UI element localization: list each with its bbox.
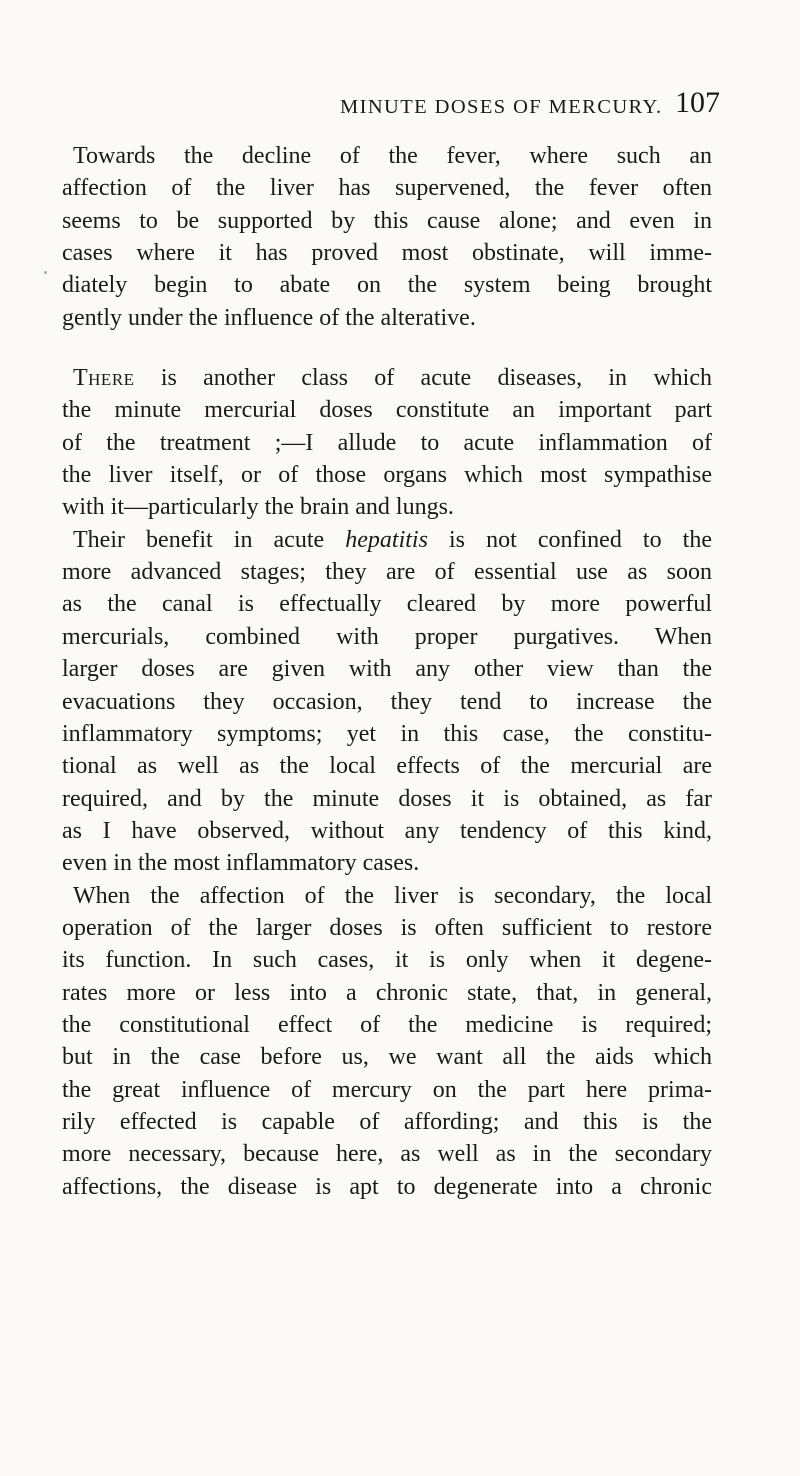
paper-speck [44,271,47,274]
text-line: the minute mercurial doses constitute an important part [62,397,712,424]
text-line: even in the most inflammatory cases. [62,850,420,877]
small-caps-word: There [73,365,135,392]
running-head: MINUTE DOSES OF MERCURY. [340,96,663,118]
page-number: 107 [675,86,720,119]
text-line: operation of the larger doses is often sufficient to restore [62,914,712,941]
text-line: its function. In such cases, it is only when it degene- [62,947,712,974]
text-line: inflammatory symptoms; yet in this case, the constitu- [62,720,712,747]
paragraph [62,140,712,334]
text-line: mercurials, combined with proper purgatives. When [62,623,712,650]
text-line: with it—particularly the brain and lungs. [62,494,454,521]
text-line: the liver itself, or of those organs which most sympathise [62,462,712,489]
italic-term: hepatitis [345,526,428,553]
page-header [340,86,720,136]
text-span: is not confined to the [427,526,712,553]
text-line: When the affection of the liver is secondary, the local [73,882,712,909]
text-line: more advanced stages; they are of essential use as soon [62,559,712,586]
text-line: required, and by the minute doses it is obtained, as far [62,785,712,812]
paragraph [62,524,712,880]
text-line [62,524,712,556]
text-line: rates more or less into a chronic state, that, in general, [62,979,712,1006]
paragraph [62,362,712,524]
text-span: Their benefit in acute [73,526,346,553]
text-span: is another class of acute diseases, in which [134,365,712,392]
body-text [62,140,712,1203]
text-line: tional as well as the local effects of the mercurial are [62,753,712,780]
paragraph-gap [62,334,712,362]
text-line: diately begin to abate on the system being brought [62,272,712,299]
text-line: evacuations they occasion, they tend to increase the [62,688,712,715]
text-line: affection of the liver has supervened, the fever often [62,175,712,202]
text-line: Towards the decline of the fever, where such an [73,143,712,169]
text-line: cases where it has proved most obstinate, will imme- [62,240,712,267]
text-line: larger doses are given with any other view than the [62,656,712,683]
text-line [62,362,712,394]
paragraph [62,880,712,1203]
text-line: affections, the disease is apt to degenerate into a chronic [62,1173,712,1200]
text-line: seems to be supported by this cause alone; and even in [62,207,712,234]
text-line: the great influence of mercury on the part here prima- [62,1076,712,1103]
text-line: as the canal is effectually cleared by more powerful [62,591,712,618]
text-line: of the treatment ;—I allude to acute inflammation of [62,429,712,456]
text-line: rily effected is capable of affording; and this is the [62,1108,712,1135]
text-line: as I have observed, without any tendency of this kind, [62,817,712,844]
text-line: the constitutional effect of the medicine is required; [62,1011,712,1038]
text-line: but in the case before us, we want all the aids which [62,1044,712,1071]
text-line: gently under the influence of the alterative. [62,304,476,331]
text-line: more necessary, because here, as well as in the secondary [62,1141,712,1168]
